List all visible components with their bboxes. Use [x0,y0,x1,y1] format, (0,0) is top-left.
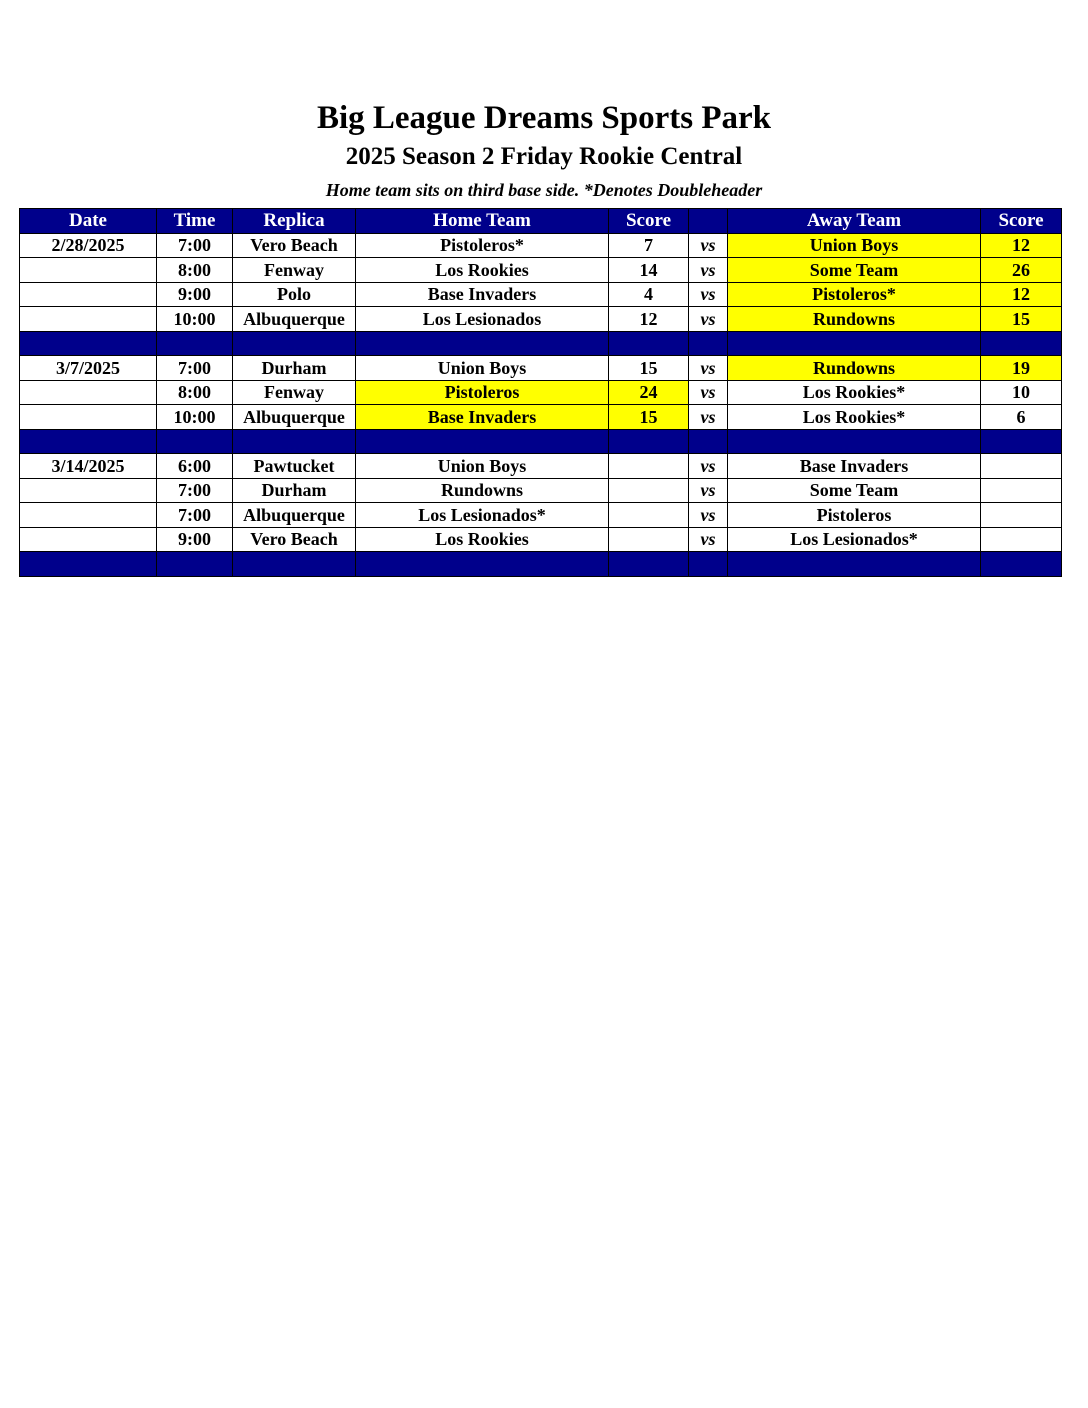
divider-cell [356,552,609,577]
table-row [20,258,1062,283]
vs-label: vs [689,380,728,405]
away-score-cell [981,527,1062,552]
table-row [20,405,1062,430]
away-score-cell: 10 [981,380,1062,405]
divider-cell [157,552,233,577]
replica-cell: Durham [233,478,356,503]
divider-cell [356,429,609,454]
replica-cell: Albuquerque [233,503,356,528]
home-team-cell: Rundowns [356,478,609,503]
divider-cell [20,429,157,454]
divider-cell [689,429,728,454]
home-score-cell: 14 [609,258,689,283]
time-cell: 6:00 [157,454,233,479]
page-title: Big League Dreams Sports Park [316,100,772,136]
vs-label: vs [689,478,728,503]
home-team-cell: Union Boys [356,356,609,381]
home-team-cell: Pistoleros* [356,233,609,258]
replica-cell: Fenway [233,258,356,283]
time-cell: 9:00 [157,282,233,307]
section-divider-row [20,429,1062,454]
replica-cell: Albuquerque [233,307,356,332]
away-team-cell: Some Team [728,478,981,503]
replica-cell: Pawtucket [233,454,356,479]
home-score-cell: 4 [609,282,689,307]
table-header-row [20,209,1062,234]
divider-cell [728,429,981,454]
home-score-cell [609,503,689,528]
col-header-away-score: Score [981,209,1062,234]
time-cell: 10:00 [157,307,233,332]
divider-cell [981,552,1062,577]
away-team-cell: Pistoleros* [728,282,981,307]
schedule-note: Home team sits on third base side. *Denotes Doubleheader [325,180,763,200]
col-header-home-team: Home Team [356,209,609,234]
home-team-cell: Base Invaders [356,405,609,430]
vs-label: vs [689,503,728,528]
divider-cell [20,552,157,577]
divider-cell [981,331,1062,356]
section-divider-row [20,552,1062,577]
date-cell [20,405,157,430]
away-team-cell: Los Lesionados* [728,527,981,552]
home-score-cell: 24 [609,380,689,405]
home-score-cell [609,454,689,479]
home-team-cell: Los Lesionados [356,307,609,332]
divider-cell [233,429,356,454]
replica-cell: Durham [233,356,356,381]
table-row [20,307,1062,332]
divider-cell [233,552,356,577]
vs-label: vs [689,282,728,307]
home-score-cell: 12 [609,307,689,332]
away-team-cell: Base Invaders [728,454,981,479]
vs-label: vs [689,233,728,258]
table-row [20,527,1062,552]
section-divider-row [20,331,1062,356]
table-row [20,454,1062,479]
divider-cell [728,331,981,356]
divider-cell [981,429,1062,454]
date-cell: 3/14/2025 [20,454,157,479]
divider-cell [157,429,233,454]
divider-cell [609,429,689,454]
replica-cell: Albuquerque [233,405,356,430]
table-row [20,282,1062,307]
home-score-cell: 7 [609,233,689,258]
divider-cell [689,331,728,356]
col-header-home-score: Score [609,209,689,234]
away-score-cell: 12 [981,233,1062,258]
away-team-cell: Los Rookies* [728,380,981,405]
time-cell: 10:00 [157,405,233,430]
away-team-cell: Los Rookies* [728,405,981,430]
divider-cell [356,331,609,356]
home-team-cell: Pistoleros [356,380,609,405]
page-subtitle: 2025 Season 2 Friday Rookie Central [345,143,743,170]
replica-cell: Polo [233,282,356,307]
date-cell [20,282,157,307]
col-header-replica: Replica [233,209,356,234]
away-score-cell: 15 [981,307,1062,332]
vs-label: vs [689,307,728,332]
time-cell: 7:00 [157,478,233,503]
away-score-cell: 26 [981,258,1062,283]
home-score-cell: 15 [609,405,689,430]
col-header-date: Date [20,209,157,234]
time-cell: 7:00 [157,356,233,381]
away-score-cell [981,503,1062,528]
col-header-vs [689,209,728,234]
home-team-cell: Union Boys [356,454,609,479]
table-row [20,356,1062,381]
vs-label: vs [689,258,728,283]
table-row [20,380,1062,405]
vs-label: vs [689,356,728,381]
divider-cell [609,552,689,577]
table-row [20,233,1062,258]
away-score-cell [981,454,1062,479]
table-row [20,503,1062,528]
table-row [20,478,1062,503]
date-cell [20,307,157,332]
date-cell: 3/7/2025 [20,356,157,381]
divider-cell [157,331,233,356]
date-cell: 2/28/2025 [20,233,157,258]
col-header-time: Time [157,209,233,234]
time-cell: 8:00 [157,258,233,283]
col-header-away-team: Away Team [728,209,981,234]
away-team-cell: Rundowns [728,356,981,381]
home-score-cell [609,527,689,552]
home-team-cell: Los Rookies [356,527,609,552]
replica-cell: Vero Beach [233,527,356,552]
vs-label: vs [689,405,728,430]
away-team-cell: Rundowns [728,307,981,332]
away-score-cell: 19 [981,356,1062,381]
date-cell [20,258,157,283]
vs-label: vs [689,527,728,552]
away-score-cell: 12 [981,282,1062,307]
schedule-table [19,208,1062,577]
date-cell [20,478,157,503]
divider-cell [233,331,356,356]
time-cell: 7:00 [157,233,233,258]
away-score-cell: 6 [981,405,1062,430]
time-cell: 7:00 [157,503,233,528]
divider-cell [20,331,157,356]
away-score-cell [981,478,1062,503]
home-team-cell: Base Invaders [356,282,609,307]
vs-label: vs [689,454,728,479]
home-score-cell: 15 [609,356,689,381]
divider-cell [689,552,728,577]
date-cell [20,527,157,552]
away-team-cell: Pistoleros [728,503,981,528]
time-cell: 9:00 [157,527,233,552]
date-cell [20,503,157,528]
divider-cell [728,552,981,577]
home-score-cell [609,478,689,503]
away-team-cell: Union Boys [728,233,981,258]
divider-cell [609,331,689,356]
home-team-cell: Los Rookies [356,258,609,283]
home-team-cell: Los Lesionados* [356,503,609,528]
replica-cell: Fenway [233,380,356,405]
date-cell [20,380,157,405]
replica-cell: Vero Beach [233,233,356,258]
time-cell: 8:00 [157,380,233,405]
away-team-cell: Some Team [728,258,981,283]
